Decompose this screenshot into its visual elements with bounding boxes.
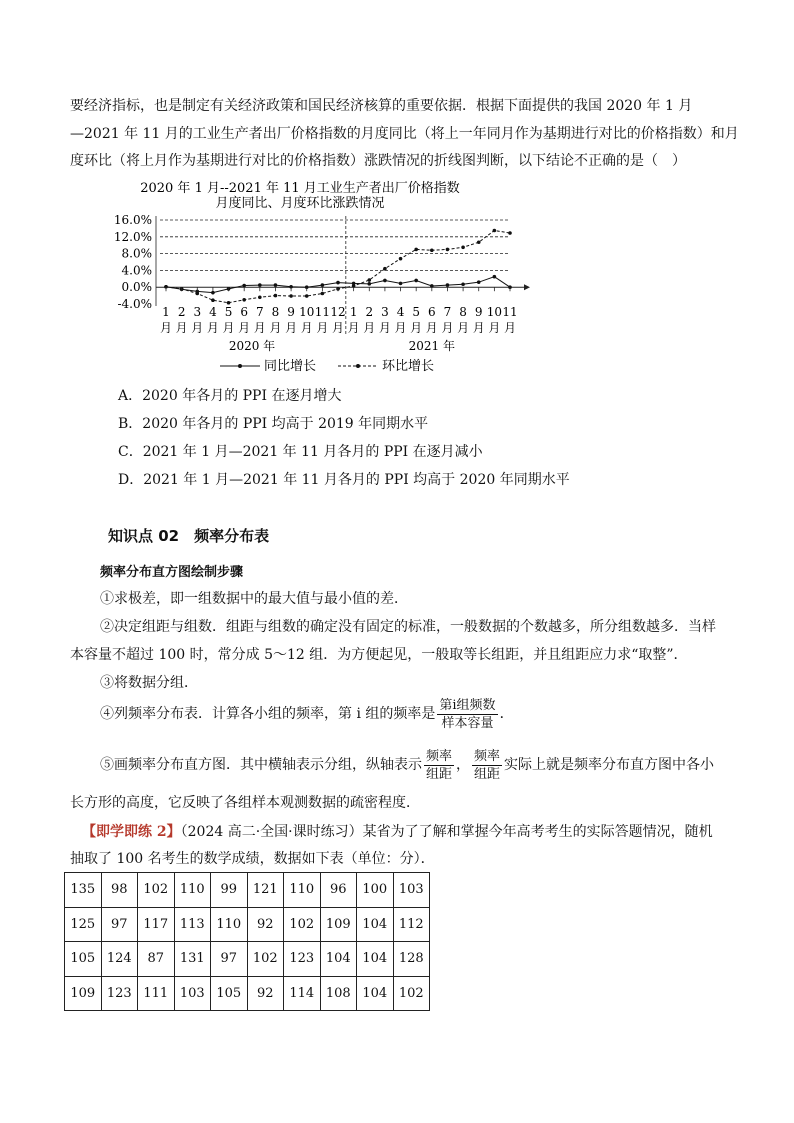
table-cell: 135: [65, 873, 102, 908]
data-point: [446, 283, 450, 287]
intro-line-3: 度环比（将上月作为基期进行对比的价格指数）涨跌情况的折线图判断，以下结论不正确的是（ ）: [70, 153, 686, 169]
legend-label-yoy: 同比增长: [264, 359, 317, 374]
x-tick-label: 4 月: [394, 305, 407, 335]
data-point: [414, 248, 418, 252]
data-point: [399, 257, 403, 261]
data-point: [305, 294, 309, 298]
y-tick-label: 0.0%: [121, 280, 152, 295]
data-point: [461, 246, 465, 250]
year-label-2020: 2020 年: [228, 339, 276, 353]
table-cell: 104: [320, 942, 357, 977]
data-point: [367, 278, 371, 282]
y-tick-label: 16.0%: [113, 213, 152, 227]
table-cell: 131: [174, 942, 211, 977]
data-point: [461, 282, 465, 286]
exercise-tag: 【即学即练 2】: [82, 824, 181, 840]
x-tick-label: 9 月: [285, 305, 298, 335]
table-row: [65, 907, 430, 942]
option-b: B．2020 年各月的 PPI 均高于 2019 年同期水平: [118, 416, 429, 432]
table-cell: 113: [174, 907, 211, 942]
x-tick-label: 1 月: [159, 305, 173, 335]
table-cell: 110: [284, 873, 321, 908]
table-cell: 109: [65, 976, 102, 1011]
table-cell: 102: [393, 976, 430, 1011]
x-tick-label: 5 月: [222, 305, 235, 335]
data-point: [399, 282, 403, 286]
data-point: [414, 279, 418, 283]
fraction-denominator: 样本容量: [441, 715, 494, 731]
table-cell: 87: [138, 942, 175, 977]
x-tick-label: 9 月: [472, 305, 485, 335]
x-tick-label: 6 月: [425, 305, 438, 335]
x-tick-label: 8 月: [457, 305, 470, 335]
x-tick-label: 8 月: [269, 305, 282, 335]
data-point: [274, 283, 278, 287]
data-point: [258, 283, 262, 287]
step-4: [100, 694, 514, 734]
x-tick-label: 11 月: [314, 305, 331, 335]
x-tick-label: 1 月: [347, 305, 360, 335]
group-frequency-fraction: [437, 697, 497, 732]
table-cell: 96: [320, 873, 357, 908]
data-point: [321, 292, 325, 296]
year-label-2021: 2021 年: [408, 339, 455, 353]
table-cell: 97: [101, 907, 138, 942]
table-cell: 105: [65, 942, 102, 977]
x-tick-label: 11 月: [502, 305, 518, 335]
x-tick-label: 10 月: [299, 305, 315, 335]
option-d: D．2021 年 1 月—2021 年 11 月各月的 PPI 均高于 2020 年同期水平: [118, 472, 570, 488]
table-cell: 109: [320, 907, 357, 942]
step-5-text: ⑤画频率分布直方图．其中横轴表示分组，纵轴表示: [100, 757, 422, 773]
x-tick-label: 12 月: [330, 305, 346, 335]
intro-line-1: 要经济指标，也是制定有关经济政策和国民经济核算的重要依据．根据下面提供的我国 2020 年 1 月: [70, 98, 693, 114]
fraction-numerator: 第i组频数: [439, 697, 496, 713]
x-tick-label: 2 月: [175, 305, 188, 335]
data-point: [493, 229, 497, 233]
table-row: [65, 942, 430, 977]
option-a: A．2020 年各月的 PPI 在逐月增大: [118, 388, 342, 404]
x-tick-label: 6 月: [238, 305, 251, 335]
table-cell: 92: [247, 907, 284, 942]
x-tick-label: 7 月: [441, 305, 454, 335]
table-cell: 103: [393, 873, 430, 908]
data-point: [336, 281, 340, 285]
step-5: [100, 745, 714, 785]
data-point: [493, 275, 497, 279]
table-cell: 110: [211, 907, 248, 942]
chart-title: 2020 年 1 月--2021 年 11 月工业生产者出厂价格指数: [140, 181, 460, 196]
data-point: [477, 240, 481, 244]
x-tick-label: 5 月: [410, 305, 423, 335]
exercise-line-2: 抽取了 100 名考生的数学成绩，数据如下表（单位：分）．: [70, 851, 435, 867]
x-tick-label: 10 月: [486, 305, 503, 335]
y-tick-label: 8.0%: [121, 246, 152, 261]
fraction-numerator: 频率: [426, 748, 453, 764]
table-cell: 99: [211, 873, 248, 908]
x-tick-label: 2 月: [363, 305, 376, 335]
step-5-comma: ，: [456, 757, 471, 773]
data-point: [258, 295, 262, 299]
step-3: ③将数据分组．: [100, 675, 198, 691]
fraction-denominator: 组距: [426, 766, 453, 782]
x-tick-label: 7 月: [253, 305, 266, 335]
data-point: [289, 294, 293, 298]
table-cell: 111: [138, 976, 175, 1011]
step-5-rest: 实际上就是频率分布直方图中各小: [504, 757, 715, 773]
data-point: [227, 301, 231, 305]
data-point: [508, 231, 512, 235]
table-cell: 110: [174, 873, 211, 908]
table-cell: 104: [357, 942, 394, 977]
step-5-line-2: 长方形的高度，它反映了各组样本观测数据的疏密程度．: [70, 795, 420, 811]
table-cell: 92: [247, 976, 284, 1011]
x-axis-arrow: [524, 284, 530, 290]
step-4-text: ④列频率分布表．计算各小组的频率，第 i 组的频率是: [100, 706, 436, 722]
frequency-over-width-fraction: [424, 748, 454, 783]
table-cell: 124: [101, 942, 138, 977]
table-cell: 98: [101, 873, 138, 908]
table-cell: 121: [247, 873, 284, 908]
data-point: [367, 282, 371, 286]
subsection-title: 频率分布直方图绘制步骤: [100, 565, 244, 580]
table-cell: 100: [357, 873, 394, 908]
table-cell: 102: [247, 942, 284, 977]
x-tick-label: 3 月: [378, 305, 391, 335]
x-tick-label: 4 月: [206, 305, 219, 335]
table-cell: 97: [211, 942, 248, 977]
table-cell: 123: [101, 976, 138, 1011]
table-row: [65, 873, 430, 908]
data-point: [477, 280, 481, 284]
step-2-line-1: ②决定组距与组数．组距与组数的确定没有固定的标准，一般数据的个数越多，所分组数越多．当样: [100, 619, 716, 635]
ppi-line-chart: [100, 176, 540, 382]
table-cell: 108: [320, 976, 357, 1011]
table-cell: 123: [284, 942, 321, 977]
section-title: 知识点 02 频率分布表: [108, 527, 270, 545]
table-cell: 105: [211, 976, 248, 1011]
y-tick-label: 4.0%: [121, 263, 152, 278]
data-point: [430, 284, 434, 288]
data-point: [242, 298, 246, 302]
step-4-end: ．: [499, 706, 514, 722]
step-1: ①求极差，即一组数据中的最大值与最小值的差．: [100, 591, 408, 607]
data-point: [352, 282, 356, 286]
scores-table: [64, 872, 430, 1011]
table-cell: 112: [393, 907, 430, 942]
data-point: [383, 267, 387, 271]
data-point: [211, 291, 215, 295]
data-point: [242, 284, 246, 288]
table-cell: 128: [393, 942, 430, 977]
table-cell: 103: [174, 976, 211, 1011]
table-cell: 104: [357, 976, 394, 1011]
table-cell: 104: [357, 907, 394, 942]
intro-line-2: —2021 年 11 月的工业生产者出厂价格指数的月度同比（将上一年同月作为基期进行对比的价格指数）和月: [70, 126, 739, 142]
table-row: [65, 976, 430, 1011]
legend-marker: [238, 364, 242, 368]
table-cell: 114: [284, 976, 321, 1011]
exercise-text: （2024 高二·全国·课时练习）某省为了了解和掌握今年高考考生的实际答题情况，随机: [180, 824, 713, 840]
fraction-denominator: 组距: [474, 766, 501, 782]
y-tick-label: 12.0%: [113, 229, 152, 244]
legend-label-mom: 环比增长: [382, 359, 435, 374]
exercise-line-1: [82, 822, 713, 842]
table-cell: 125: [65, 907, 102, 942]
y-tick-label: -4.0%: [117, 297, 152, 311]
data-point: [446, 248, 450, 252]
data-point: [211, 298, 215, 302]
data-point: [430, 248, 434, 252]
step-2-line-2: 本容量不超过 100 时，常分成 5～12 组．为方便起见，一般取等长组距，并且组距应力求“取整”．: [70, 647, 688, 663]
x-tick-label: 3 月: [191, 305, 204, 335]
table-cell: 102: [284, 907, 321, 942]
data-point: [274, 294, 278, 298]
data-point: [383, 279, 387, 283]
legend-marker: [356, 364, 360, 368]
table-cell: 102: [138, 873, 175, 908]
frequency-over-width-fraction-2: [472, 748, 502, 783]
chart-subtitle: 月度同比、月度环比涨跌情况: [215, 196, 385, 211]
data-point: [321, 283, 325, 287]
fraction-numerator: 频率: [474, 748, 501, 764]
table-cell: 117: [138, 907, 175, 942]
option-c: C．2021 年 1 月—2021 年 11 月各月的 PPI 在逐月减小: [118, 444, 483, 460]
